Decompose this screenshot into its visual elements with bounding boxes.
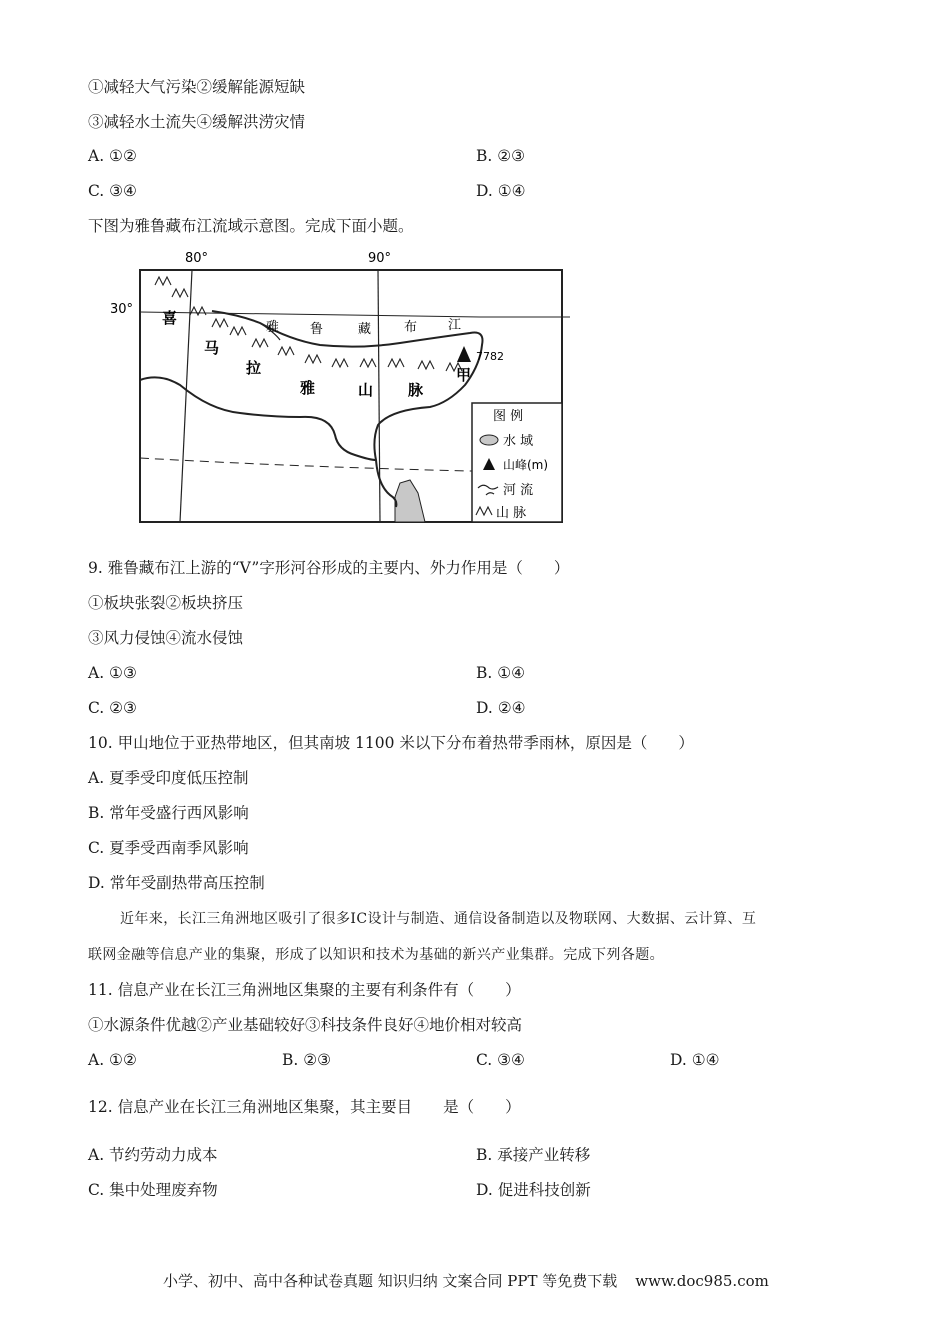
range-char: 脉 [408,381,424,399]
range-char: 马 [204,339,220,357]
footer-text: 小学、初中、高中各种试卷真题 知识归纳 文案合同 PPT 等免费下载 [163,1272,618,1290]
q11-choice-d: D. ①④ [670,1051,720,1069]
q9-stem: 9. 雅鲁藏布江上游的“V”字形河谷形成的主要内、外力作用是（ ） [88,559,570,577]
river-char: 江 [448,318,462,333]
q11-choice-a: A. ①② [88,1051,137,1069]
peak-name: 甲 [456,366,472,384]
river-char: 鲁 [310,322,324,337]
q8-choice-a: A. ①② [88,147,137,165]
legend-item-peak: 山峰(m) [503,458,549,472]
legend-title: 图 例 [493,409,524,424]
yarlung-tsangpo-basin-map [100,245,570,530]
q11-option-line: ①水源条件优越②产业基础较好③科技条件良好④地价相对较高 [88,1016,523,1034]
q9-choice-c: C. ②③ [88,699,137,717]
range-char: 雅 [300,379,316,397]
q12-choice-d: D. 促进科技创新 [476,1181,591,1199]
map-intro: 下图为雅鲁藏布江流域示意图。完成下面小题。 [88,217,414,235]
q10-choice-b: B. 常年受盛行西风影响 [88,804,249,822]
map-legend [472,403,562,522]
peak-elevation: 7782 [476,350,504,363]
footer-url[interactable]: www.doc985.com [635,1272,769,1290]
q11-choice-c: C. ③④ [476,1051,525,1069]
q11-stem: 11. 信息产业在长江三角洲地区集聚的主要有利条件有（ ） [88,981,521,999]
q10-stem: 10. 甲山地位于亚热带地区，但其南坡 1100 米以下分布着热带季雨林，原因是（ ） [88,734,694,752]
page-footer [163,1270,769,1291]
passage-line-1: 近年来，长江三角洲地区吸引了很多IC设计与制造、通信设备制造以及物联网、大数据、云计算、互 [120,911,757,927]
q8-choice-c: C. ③④ [88,182,137,200]
q9-choice-d: D. ②④ [476,699,526,717]
river-char: 雅 [266,320,280,335]
river-char: 布 [404,320,418,335]
q11-choice-b: B. ②③ [282,1051,332,1069]
passage-line-2: 联网金融等信息产业的集聚，形成了以知识和技术为基础的新兴产业集群。完成下列各题。 [88,947,664,963]
q9-option-line-1: ①板块张裂②板块挤压 [88,594,244,612]
q10-choice-a: A. 夏季受印度低压控制 [88,769,249,787]
legend-item-water: 水 域 [503,434,534,449]
q9-option-line-2: ③风力侵蚀④流水侵蚀 [88,629,244,647]
q12-stem: 12. 信息产业在长江三角洲地区集聚，其主要目 是（ ） [88,1098,521,1116]
q8-option-line-1: ①减轻大气污染②缓解能源短缺 [88,78,306,96]
range-char: 喜 [162,309,178,327]
q10-choice-c: C. 夏季受西南季风影响 [88,839,249,857]
q12-choice-c: C. 集中处理废弃物 [88,1181,218,1199]
q9-choice-b: B. ①④ [476,664,526,682]
lon-label-90: 90° [368,251,392,266]
range-char: 山 [358,381,374,399]
legend-item-river: 河 流 [503,483,534,498]
range-char: 拉 [246,359,262,377]
q12-choice-b: B. 承接产业转移 [476,1146,591,1164]
river-char: 藏 [358,322,372,337]
q8-option-line-2: ③减轻水土流失④缓解洪涝灾情 [88,113,306,131]
lon-label-80: 80° [185,251,209,266]
water-legend-icon [480,435,498,445]
legend-item-mountain: 山 脉 [496,506,527,521]
q12-choice-a: A. 节约劳动力成本 [88,1146,218,1164]
q9-choice-a: A. ①③ [88,664,137,682]
lat-label-30: 30° [110,302,134,317]
q8-choice-b: B. ②③ [476,147,526,165]
q8-choice-d: D. ①④ [476,182,526,200]
q10-choice-d: D. 常年受副热带高压控制 [88,874,265,892]
